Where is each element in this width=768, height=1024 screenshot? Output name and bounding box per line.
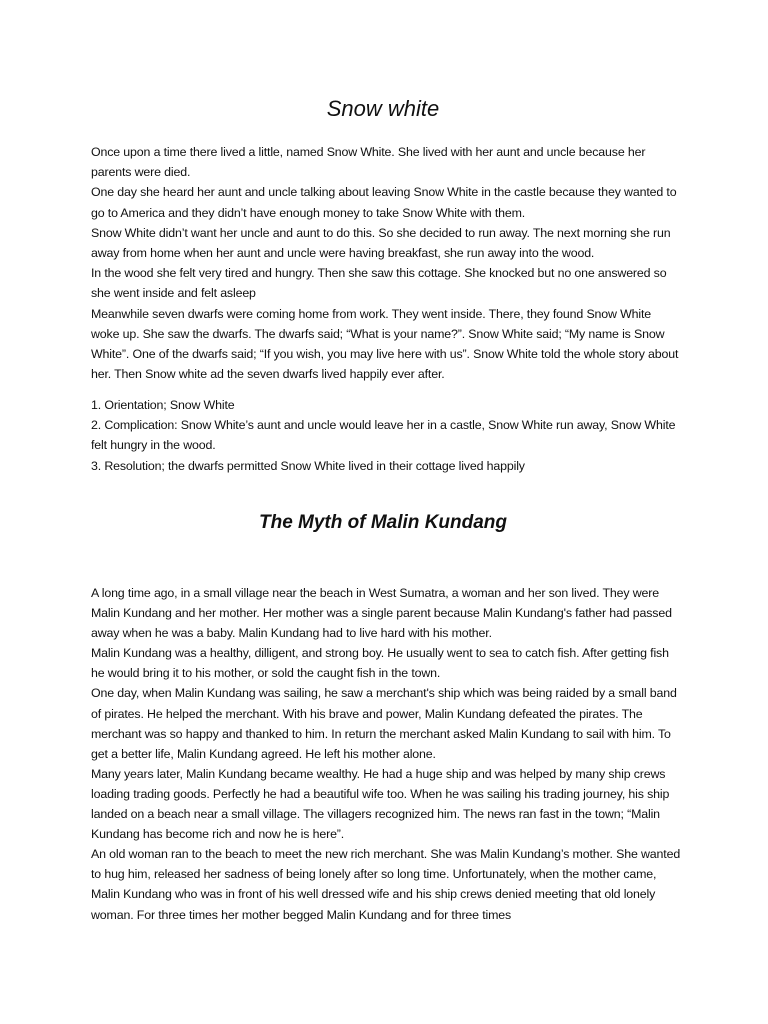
structure-item-resolution: 3. Resolution; the dwarfs permitted Snow White lived in their cottage lived happily xyxy=(91,458,525,473)
story-paragraph: Once upon a time there lived a little, named Snow White. She lived with her aunt and uncle because her parents were died. xyxy=(91,145,646,180)
generic-structure-list xyxy=(91,395,681,476)
story-paragraph: Many years later, Malin Kundang became wealthy. He had a huge ship and was helped by many ship crews loading trading goods. Perfectly he had a beautiful wife too. When he was sailing his trading journey, his ship landed on a beach near a small village. The villagers recognized him. The news ran fast in the town; “Malin Kundang has become rich and now he is here”. xyxy=(91,766,670,842)
snow-white-title: Snow white xyxy=(326,96,440,121)
story-paragraph: One day, when Malin Kundang was sailing, he saw a merchant's ship which was being raided by a small band of pirates. He helped the merchant. With his brave and power, Malin Kundang defeated the pirates. The merchant was so happy and thanked to him. In return the merchant asked Malin Kundang to sail with him. To get a better life, Malin Kundang agreed. He left his mother alone. xyxy=(91,686,677,761)
malin-kundang-title: The Myth of Malin Kundang xyxy=(258,512,508,533)
structure-item-complication: 2. Complication: Snow White’s aunt and uncle would leave her in a castle, Snow White run away, Snow White felt hungry in the wood. xyxy=(91,418,676,453)
story-paragraph: One day she heard her aunt and uncle talking about leaving Snow White in the castle because they wanted to go to America and they didn’t have enough money to take Snow White with them. xyxy=(91,185,677,220)
structure-item-orientation: 1. Orientation; Snow White xyxy=(91,398,235,412)
story-paragraph: An old woman ran to the beach to meet the new rich merchant. She was Malin Kundang’s mother. She wanted to hug him, released her sadness of being lonely after so long time. Unfortunately, when the mother came, Malin Kundang who was in front of his well dressed wife and his ship crews denied meeting that old lonely woman. For three times her mother begged Malin Kundang and for three times xyxy=(91,847,681,922)
story-paragraph: A long time ago, in a small village near the beach in West Sumatra, a woman and her son lived. They were Malin Kundang and her mother. Her mother was a single parent because Malin Kundang's father had passed away when he was a baby. Malin Kundang had to live hard with his mother. xyxy=(91,586,672,641)
malin-kundang-story xyxy=(91,583,681,925)
snow-white-story xyxy=(91,142,681,384)
story-paragraph: Snow White didn’t want her uncle and aunt to do this. So she decided to run away. The next morning she run away from home when her aunt and uncle were having breakfast, she run away into the wood. xyxy=(91,225,671,261)
story-paragraph: Meanwhile seven dwarfs were coming home from work. They went inside. There, they found Snow White woke up. She saw the dwarfs. The dwarfs said; “What is your name?”. Snow White said; “My name is Snow White”. One of the dwarfs said; “If you wish, you may live here with us”. Snow White told the whole story about her. Then Snow white ad the seven dwarfs lived happily ever after. xyxy=(91,306,679,382)
story-paragraph: In the wood she felt very tired and hungry. Then she saw this cottage. She knocked but no one answered so she went inside and felt asleep xyxy=(91,266,667,301)
story-paragraph: Malin Kundang was a healthy, dilligent, and strong boy. He usually went to sea to catch fish. After getting fish he would bring it to his mother, or sold the caught fish in the town. xyxy=(91,646,669,681)
